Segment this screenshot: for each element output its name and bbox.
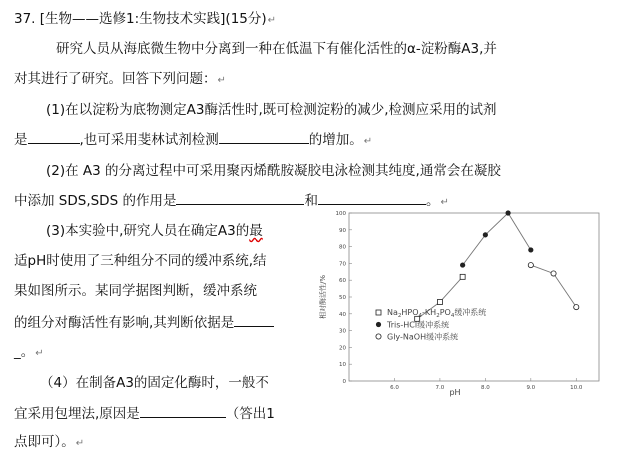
q4-line-3: 点即可）。↵ <box>14 434 85 450</box>
y-tick-label: 10 <box>339 362 346 369</box>
q2-line-1: (2)在 A3 的分离过程中可采用聚丙烯酰胺凝胶电泳检测其纯度,通常会在凝胶 <box>46 163 501 179</box>
q4-blank[interactable] <box>140 404 226 418</box>
data-point-filled-circle <box>505 210 510 215</box>
data-point-open-circle <box>551 271 556 276</box>
y-tick-label: 40 <box>339 311 346 318</box>
y-tick-label: 80 <box>339 244 346 251</box>
q1-blank-1[interactable] <box>28 130 80 144</box>
data-point-open-circle <box>528 262 533 267</box>
x-tick-label: 8.0 <box>480 385 490 391</box>
y-tick-label: 50 <box>339 295 346 301</box>
q3-line-1: (3)本实验中,研究人员在确定A3的最 <box>46 223 263 239</box>
legend-marker-circle-open <box>376 334 381 339</box>
q2-line-2: 中添加 SDS,SDS 的作用是 和 。↵ <box>14 193 449 209</box>
q1-line-1: (1)在以淀粉为底物测定A3酶活性时,既可检测淀粉的减少,检测应采用的试剂 <box>46 102 497 118</box>
legend-label-gly: Gly-NaOH缓冲系统 <box>387 332 459 342</box>
legend-label-tris: Tris-HCl缓冲系统 <box>387 320 450 330</box>
data-point-square <box>460 274 465 279</box>
q3-line-5: _。↵ <box>14 344 44 360</box>
chart-frame <box>349 213 599 381</box>
q2-blank-1[interactable] <box>176 191 304 205</box>
x-tick-label: 7.0 <box>435 385 445 391</box>
q3-line-2: 适pH时使用了三种组分不同的缓冲系统,结 <box>14 253 267 269</box>
question-header: 37. [生物——选修1:生物技术实践](15分)↵ <box>14 11 277 27</box>
q3-line-3: 果如图所示。某同学据图判断，缓冲系统 <box>14 283 257 299</box>
y-tick-label: 60 <box>339 278 346 285</box>
q2-blank-2[interactable] <box>318 191 426 205</box>
data-point-filled-circle <box>483 232 488 237</box>
q4-line-2: 宜采用包埋法,原因是 （答出1 <box>14 406 275 422</box>
q3-blank[interactable] <box>234 313 274 327</box>
y-axis-label: 相对酶活性/% <box>319 274 327 320</box>
intro-line-2: 对其进行了研究。回答下列问题：↵ <box>14 71 226 87</box>
x-tick-label: 6.0 <box>390 385 399 391</box>
y-tick-label: 90 <box>339 227 346 234</box>
legend-marker-circle-filled <box>376 322 381 327</box>
q1-blank-2[interactable] <box>219 130 309 144</box>
y-tick-label: 30 <box>339 328 346 335</box>
legend-label-phosphate: $Na_2HPO_4-KH_2PO_4$缓冲系统 <box>387 308 487 319</box>
q4-line-1: （4）在制备A3的固定化酶时，一般不 <box>40 375 269 391</box>
y-tick-label: 100 <box>335 211 346 217</box>
q3-line-4: 的组分对酶活性有影响,其判断依据是 <box>14 313 274 332</box>
data-point-square <box>437 300 442 305</box>
y-tick-label: 70 <box>339 261 346 268</box>
x-tick-label: 10.0 <box>570 385 583 391</box>
x-tick-label: 9.0 <box>526 385 536 391</box>
q1-line-2: 是 ,也可采用斐林试剂检测 的增加。↵ <box>14 132 373 148</box>
data-point-filled-circle <box>528 247 533 252</box>
data-point-open-circle <box>574 304 579 309</box>
y-tick-label: 0 <box>342 379 346 385</box>
x-axis-label: pH <box>449 388 461 397</box>
intro-line-1: 研究人员从海底微生物中分离到一种在低温下有催化活性的α-淀粉酶A3,并 <box>56 41 497 57</box>
y-tick-label: 20 <box>339 345 346 352</box>
legend-marker-square-open <box>376 310 381 315</box>
series-line-1 <box>463 213 531 265</box>
chart-legend <box>376 307 486 342</box>
data-point-filled-circle <box>460 262 465 267</box>
ph-activity-chart <box>305 205 605 400</box>
